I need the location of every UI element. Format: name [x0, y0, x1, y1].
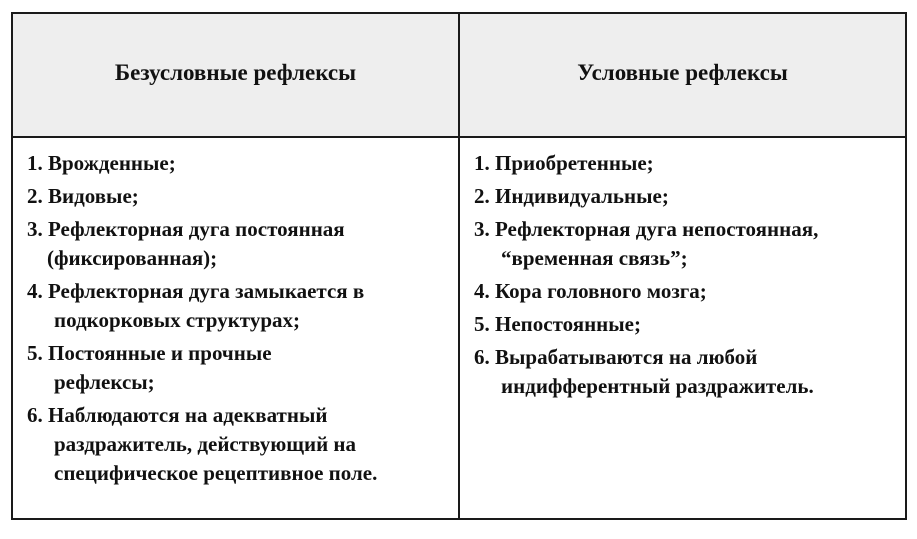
conditioned-item-4 [474, 277, 895, 306]
item-line: 5. Постоянные и прочные [27, 341, 272, 365]
header-unconditioned-text: Безусловные рефлексы [114, 60, 357, 85]
unconditioned-item-1 [27, 149, 448, 178]
conditioned-item-6 [474, 343, 895, 401]
item-line-cont: (фиксированная); [47, 246, 218, 270]
conditioned-item-1 [474, 149, 895, 178]
item-line: 4. Рефлекторная дуга замыкается в [27, 279, 365, 303]
conditioned-item-2 [474, 182, 895, 211]
item-line: 3. Рефлекторная дуга непостоянная, [474, 217, 819, 241]
header-unconditioned [13, 14, 460, 138]
item-line: 2. Индивидуальные; [474, 184, 669, 208]
item-line: 4. Кора головного мозга; [474, 279, 707, 303]
reflex-comparison-table [11, 12, 907, 520]
unconditioned-item-2 [27, 182, 448, 211]
unconditioned-item-5 [27, 339, 448, 397]
item-line: 6. Наблюдаются на адекватный [27, 403, 328, 427]
item-line: 3. Рефлекторная дуга постоянная [27, 217, 345, 241]
item-line-cont: рефлексы; [54, 370, 155, 394]
header-conditioned-text: Условные рефлексы [577, 60, 788, 85]
item-line-cont: раздражитель, действующий на [54, 432, 357, 456]
conditioned-item-5 [474, 310, 895, 339]
item-line: 6. Вырабатываются на любой [474, 345, 758, 369]
header-conditioned [460, 14, 905, 138]
item-line: 5. Непостоянные; [474, 312, 641, 336]
unconditioned-item-4 [27, 277, 448, 335]
item-line: 2. Видовые; [27, 184, 139, 208]
item-line-cont: подкорковых структурах; [54, 308, 301, 332]
item-line: 1. Врожденные; [27, 151, 176, 175]
unconditioned-item-3 [27, 215, 448, 273]
conditioned-column [460, 138, 905, 518]
unconditioned-column [13, 138, 460, 518]
item-line-cont: “временная связь”; [501, 246, 688, 270]
conditioned-item-3 [474, 215, 895, 273]
item-line-cont: индифферентный раздражитель. [501, 374, 814, 398]
unconditioned-item-6 [27, 401, 448, 488]
item-line: 1. Приобретенные; [474, 151, 654, 175]
item-line-cont: специфическое рецептивное поле. [54, 461, 378, 485]
